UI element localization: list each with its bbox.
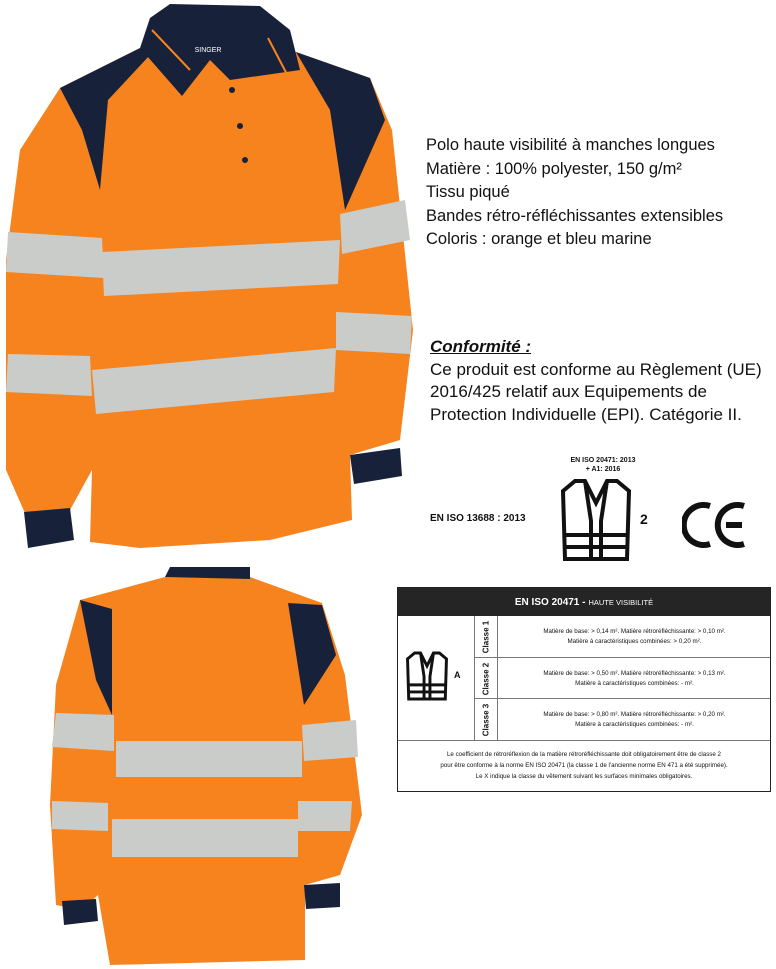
small-vest-icon: [404, 650, 450, 702]
table-footer: [398, 741, 770, 782]
table-row: [474, 698, 770, 740]
desc-line: Bandes rétro-réfléchissantes extensibles: [426, 206, 724, 225]
row-line: Matière à caractéristiques combinées: - m².: [575, 720, 694, 728]
conformity-title: Conformité :: [430, 337, 532, 356]
class-label: Classe 2: [481, 662, 491, 695]
polo-front-image: [0, 0, 420, 560]
ce-mark-icon: [682, 500, 748, 550]
iso20471-table: [397, 587, 771, 792]
row-line: Matière à caractéristiques combinées: > 0,20 m².: [567, 637, 702, 645]
table-body: [398, 616, 770, 741]
table-letter: A: [454, 670, 461, 680]
desc-line: Polo haute visibilité à manches longues: [426, 136, 715, 154]
iso20471-line2: + A1: 2016: [585, 466, 621, 473]
row-line: Matière à caractéristiques combinées: - m².: [575, 679, 694, 687]
conformity-block: [430, 336, 770, 426]
polo-back-image: [0, 565, 370, 969]
class-label: Classe 1: [481, 620, 491, 653]
footer-line: Le coefficient de rétroréflexion de la matière rétroréfléchissante doit obligatoirement être de classe 2: [446, 751, 721, 758]
desc-line: Tissu piqué: [426, 183, 510, 201]
row-line: Matière de base: > 0,50 m². Matière rétroréfléchissante: > 0,13 m².: [543, 669, 726, 677]
table-header: [398, 588, 770, 616]
row-line: Matière de base: > 0,80 m². Matière rétroréfléchissante: > 0,20 m².: [543, 710, 726, 718]
table-subtitle: HAUTE VISIBILITÉ: [588, 597, 654, 607]
conformity-text: Ce produit est conforme au Règlement (UE) 2016/425 relatif aux Equipements de Protection Individuelle (EPI). Catégorie II.: [430, 359, 762, 424]
desc-line: Coloris : orange et bleu marine: [426, 230, 652, 248]
footer-line: Le X indique la classe du vêtement suivant les surfaces minimales obligatoires.: [475, 773, 693, 780]
iso20471-line1: EN ISO 20471: 2013: [570, 457, 636, 464]
product-description: [426, 134, 723, 252]
table-title: EN ISO 20471 -: [514, 596, 586, 608]
hi-vis-vest-icon: [557, 477, 635, 563]
vest-class-number: 2: [640, 511, 648, 527]
row-line: Matière de base: > 0,14 m². Matière rétroréfléchissante: > 0,10 m².: [543, 627, 726, 635]
iso13688-label: EN ISO 13688 : 2013: [430, 513, 526, 524]
footer-line: pour être conforme à la norme EN ISO 20471 (la classe 1 de l'ancienne norme EN 471 a été supprimée).: [440, 762, 728, 769]
table-row: [474, 616, 770, 657]
desc-line: Matière : 100% polyester, 150 g/m²: [426, 159, 682, 178]
iso20471-label: [555, 456, 651, 474]
class-label: Classe 3: [481, 703, 491, 736]
brand-label: SINGER: [194, 47, 222, 54]
table-row: [474, 657, 770, 699]
